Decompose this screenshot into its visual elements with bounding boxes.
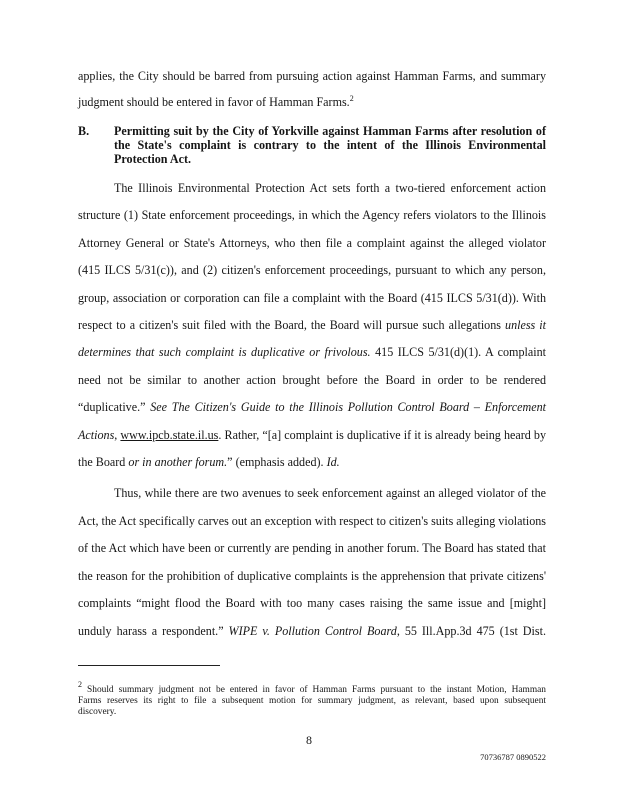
body-line: of the Act which have been or currently are pending in another forum. The Board has stated that (78, 541, 546, 555)
body-line: the reason for the prohibition of duplicative complaints is the apprehension that private citizens' (78, 569, 546, 583)
footnote-line: Farms reserves its right to file a subsequent motion for summary judgment, as relevant, based upon subsequent (78, 696, 546, 706)
footnote-line: $^2$ Should summary judgment not be entered in favor of Hamman Farms pursuant to the instant Motion, Hamman (78, 680, 546, 695)
section-title: Permitting suit by the City of Yorkville against Hamman Farms after resolution of the State's complaint is contrary to the intent of the Illinois Environmental Protection Act. (114, 124, 546, 166)
paragraph-start: The Illinois Environmental Protection Act sets forth a two-tiered enforcement action (114, 181, 546, 195)
body-line: need not be similar to another action brought before the Board in order to be rendered (78, 373, 546, 387)
body-line: Act, the Act specifically carves out an exception with respect to citizen's suits alleging violations (78, 514, 546, 528)
body-line: complaints “might flood the Board with too many cases raising the same issue and [might] (78, 596, 546, 610)
body-line: determines that such complaint is duplicative or frivolous. 415 ILCS 5/31(d)(1). A complaint (78, 345, 546, 359)
body-line: (415 ILCS 5/31(c)), and (2) citizen's enforcement proceedings, pursuant to which any person, (78, 263, 546, 277)
section-label: B. (78, 124, 90, 138)
body-line: applies, the City should be barred from pursuing action against Hamman Farms, and summary (78, 69, 546, 83)
website-link[interactable]: www.ipcb.state.il.us (120, 428, 219, 442)
body-line: respect to a citizen's suit filed with the Board, the Board will pursue such allegations unless it (78, 318, 546, 332)
footnote-line: discovery. (78, 707, 117, 717)
footnote-ref[interactable]: 2 (349, 94, 354, 103)
body-line: judgment should be entered in favor of Hamman Farms.$^2$ (78, 94, 354, 109)
footnote-marker: 2 (78, 680, 82, 689)
page-number: 8 (306, 733, 312, 747)
paragraph-start: Thus, while there are two avenues to seek enforcement against an alleged violator of the (114, 486, 546, 500)
body-line: the Board or in another forum.” (emphasis added). Id. (78, 455, 340, 469)
body-line: “duplicative.” See The Citizen's Guide to the Illinois Pollution Control Board – Enforcement (78, 400, 547, 414)
body-line: unduly harass a respondent.” WIPE v. Pollution Control Board, 55 Ill.App.3d 475 (1st Dist. (78, 624, 546, 638)
document-id: 70736787 0890522 (480, 752, 546, 762)
body-line: Actions, www.ipcb.state.il.us. Rather, “[a] complaint is duplicative if it is already being heard by (78, 428, 547, 442)
body-line: structure (1) State enforcement proceedings, in which the Agency refers violators to the Illinois (78, 208, 546, 222)
body-line: Attorney General or State's Attorneys, who then file a complaint against the alleged violator (78, 236, 546, 250)
body-line: group, association or corporation can file a complaint with the Board (415 ILCS 5/31(d)). With (78, 291, 546, 305)
footnote-divider (78, 665, 220, 666)
